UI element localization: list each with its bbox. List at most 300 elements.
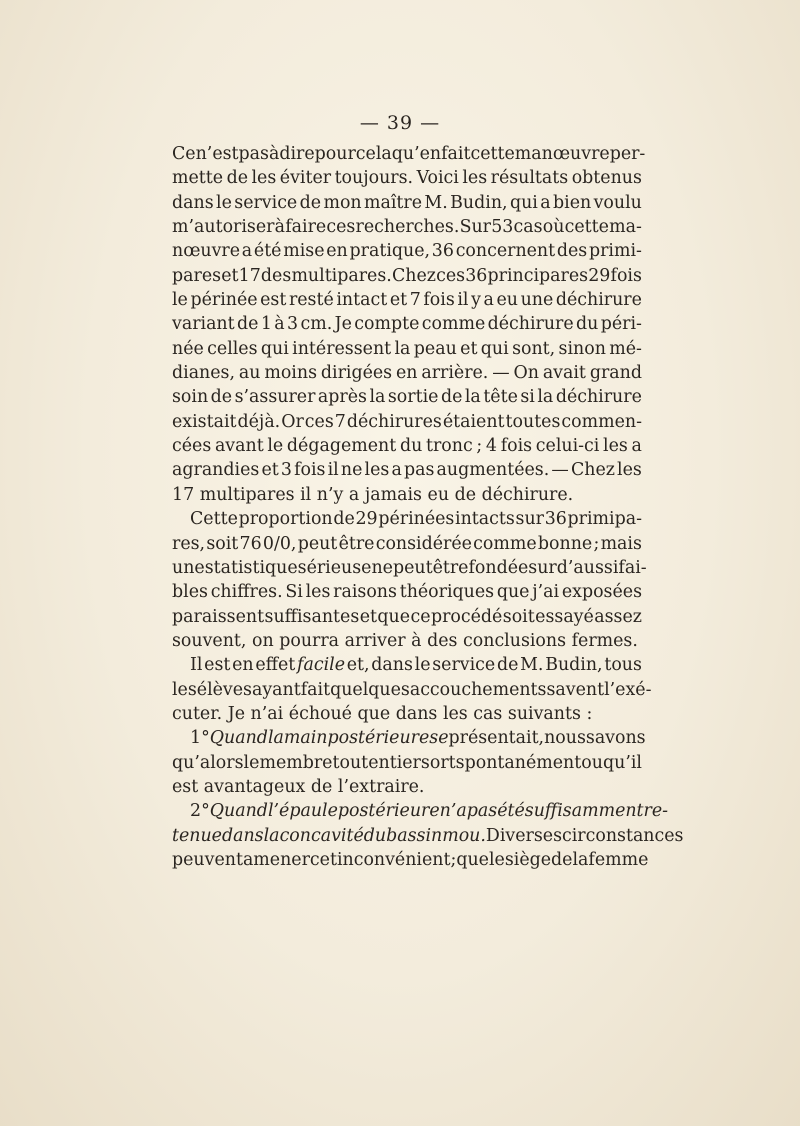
word: : [586, 703, 593, 724]
word: fermes. [571, 630, 638, 651]
word: qu’il [603, 752, 642, 773]
word: compte [354, 314, 420, 335]
text-line [172, 239, 642, 263]
word: Chez [391, 265, 436, 286]
word: main [283, 728, 328, 749]
word: que [456, 849, 489, 870]
word: le [488, 849, 505, 870]
word: 7 [409, 290, 421, 311]
text-line [172, 824, 684, 848]
word: augmentées. [436, 460, 550, 481]
word: 3 [287, 314, 299, 335]
word: de [454, 484, 477, 505]
word: être [338, 533, 375, 554]
word: ma- [609, 217, 642, 238]
word: déchirure. [481, 484, 574, 505]
word: avantageux [203, 776, 306, 797]
word: peuvent [172, 849, 243, 870]
word: arriver [344, 630, 406, 651]
word: pratique, [349, 241, 431, 262]
word: Budin, [545, 655, 603, 676]
word: le [216, 192, 232, 213]
word: périnée [190, 290, 258, 311]
word: cas [473, 703, 503, 724]
word: à [274, 217, 286, 238]
word: ; [476, 436, 483, 457]
word: Or [281, 411, 304, 432]
word: bien [553, 192, 592, 213]
text-line [172, 751, 642, 775]
word: le [172, 290, 188, 311]
body-text [172, 142, 684, 872]
word: arrière. [421, 363, 489, 384]
word: 36 [544, 509, 567, 530]
word: principares [487, 265, 589, 286]
word: en [395, 363, 418, 384]
word: tous [604, 655, 642, 676]
word: On [513, 363, 539, 384]
text-line [172, 385, 642, 409]
word: entier [368, 752, 421, 773]
word: tête [483, 387, 518, 408]
word: celui-ci [535, 436, 600, 457]
word: membre [259, 752, 333, 773]
word: faire [285, 217, 327, 238]
word: de [310, 776, 333, 797]
word: 53 [491, 217, 514, 238]
text-line [172, 312, 642, 336]
word: de [226, 168, 248, 189]
word: facile [297, 655, 345, 676]
word: pourra [279, 630, 340, 651]
text-line [172, 726, 646, 750]
word: péri- [600, 314, 642, 335]
word: la [394, 338, 411, 359]
text-line [172, 605, 642, 629]
word: du [399, 436, 423, 457]
word: peut [297, 533, 338, 554]
word: et [460, 338, 478, 359]
word: fait [300, 679, 331, 700]
word: existait [172, 411, 237, 432]
word: dirigées [320, 363, 393, 384]
word: dire [279, 144, 315, 164]
word: et, [346, 655, 370, 676]
word: Il [190, 655, 203, 676]
word: service [234, 192, 298, 213]
word: dianes, [172, 363, 236, 384]
word: paraissent [172, 606, 265, 627]
word: déchirures [346, 411, 442, 432]
word: il [457, 290, 469, 311]
word: et [359, 606, 377, 627]
word: mou. [442, 825, 486, 846]
word: cette [470, 144, 515, 164]
word: ces [304, 411, 334, 432]
word: avait [542, 363, 586, 384]
word: de [237, 314, 259, 335]
word: et [389, 290, 408, 311]
word: déchirure [555, 387, 642, 408]
word: a [631, 436, 642, 457]
word: les [442, 703, 468, 724]
word: de [210, 387, 233, 408]
word: l’épaule [267, 801, 338, 822]
word: cet [309, 849, 337, 870]
word: fai- [618, 557, 647, 578]
word: bles [172, 582, 208, 603]
word: 76 [239, 533, 262, 554]
word: Chez [570, 460, 615, 481]
word: si [520, 387, 535, 408]
word: ; [593, 533, 600, 554]
word: concavité [279, 825, 364, 846]
word: se [429, 728, 449, 749]
word: ce [410, 606, 431, 627]
word: considérée [375, 533, 472, 554]
word: mette [172, 168, 224, 189]
word: 2° [190, 801, 210, 822]
word: sont, [512, 338, 556, 359]
word: des [556, 241, 588, 262]
word: déchirure [555, 290, 642, 311]
word: per- [609, 144, 646, 164]
word: 1 [260, 314, 272, 335]
word: cm. [300, 314, 333, 335]
word: 1° [190, 728, 210, 749]
word: statistique [204, 557, 298, 578]
word: 29 [588, 265, 611, 286]
word: j’ai [532, 582, 560, 603]
word: voulu [593, 192, 642, 213]
word: cela [355, 144, 392, 164]
word: cées [172, 436, 212, 457]
text-line [172, 483, 642, 507]
text-line [172, 507, 642, 531]
word: a [483, 290, 494, 311]
word: que [496, 582, 530, 603]
word: accouchements [409, 679, 547, 700]
word: que [357, 703, 391, 724]
word: s’assurer [234, 387, 316, 408]
word: tenue [172, 825, 222, 846]
word: cuter. [172, 703, 223, 724]
word: cette [564, 217, 609, 238]
word: théoriques [399, 582, 495, 603]
word: res, [172, 533, 206, 554]
word: intact [336, 290, 388, 311]
word: essayé [535, 606, 594, 627]
word: le [414, 655, 431, 676]
word: toujours. [334, 168, 414, 189]
word: bassin [386, 825, 443, 846]
word: bonne [537, 533, 593, 554]
word: Diverses [485, 825, 562, 846]
word: déchirure [487, 314, 574, 335]
word: a [241, 241, 253, 262]
text-line [172, 166, 642, 190]
word: la [537, 387, 554, 408]
text-line [172, 337, 642, 361]
word: pas [403, 460, 435, 481]
word: intéressent [292, 338, 392, 359]
word: 29 [355, 509, 378, 530]
word: effet [255, 655, 296, 676]
word: des [260, 265, 292, 286]
word: éviter [279, 168, 332, 189]
word: à [268, 144, 280, 164]
word: Sur [459, 217, 491, 238]
word: dans [172, 192, 214, 213]
word: tronc [425, 436, 473, 457]
word: est [172, 776, 199, 797]
word: soit [206, 533, 239, 554]
word: M. [424, 192, 448, 213]
word: maître [364, 192, 423, 213]
word: suivants [507, 703, 581, 724]
text-line [172, 629, 642, 653]
word: conclusions [463, 630, 567, 651]
word: Je [227, 703, 245, 724]
word: l’exé- [604, 679, 652, 700]
word: élèves [196, 679, 252, 700]
word: qu’alors [172, 752, 244, 773]
text-line [172, 434, 642, 458]
word: ne [371, 557, 393, 578]
word: eu [427, 484, 450, 505]
word: du [363, 825, 387, 846]
word: qui [260, 338, 289, 359]
word: — [492, 363, 510, 384]
word: nous [544, 728, 586, 749]
word: mise [283, 241, 325, 262]
word: qui [480, 338, 509, 359]
word: sur [528, 557, 557, 578]
word: procédé [430, 606, 503, 627]
word: les [617, 460, 642, 481]
word: on [252, 630, 274, 651]
word: n’est [195, 144, 239, 164]
word: mon [323, 192, 362, 213]
word: moins [264, 363, 317, 384]
text-line [172, 799, 669, 823]
text-line [172, 848, 649, 872]
word: intacts [455, 509, 515, 530]
text-line [172, 653, 642, 677]
word: M. [520, 655, 544, 676]
word: avant [214, 436, 264, 457]
word: n’ai [250, 703, 284, 724]
word: grand [589, 363, 642, 384]
word: exposées [561, 582, 642, 603]
word: pas [466, 801, 498, 822]
word: les [251, 168, 277, 189]
word: fait [441, 144, 471, 164]
word: les [172, 679, 197, 700]
word: fois [423, 290, 455, 311]
word: d’aussi [556, 557, 619, 578]
word: comme [421, 314, 486, 335]
text-line [172, 288, 642, 312]
word: le [243, 752, 260, 773]
word: dans [371, 655, 413, 676]
word: 17 [172, 484, 195, 505]
word: femme [588, 849, 649, 870]
word: au [238, 363, 261, 384]
word: postérieure [327, 728, 430, 749]
word: être [432, 557, 469, 578]
word: fois [610, 265, 642, 286]
word: tout [332, 752, 369, 773]
text-line [172, 678, 652, 702]
word: est [260, 290, 287, 311]
word: mé- [609, 338, 642, 359]
text-line [172, 215, 642, 239]
word: soin [172, 387, 209, 408]
word: ces [436, 265, 466, 286]
word: la [263, 825, 280, 846]
word: née [172, 338, 204, 359]
word: une [172, 557, 205, 578]
word: présentait, [448, 728, 545, 749]
word: circonstances [562, 825, 684, 846]
word: 4 [485, 436, 497, 457]
word: raisons [333, 582, 397, 603]
word: Quand [209, 801, 268, 822]
text-line [172, 410, 642, 434]
word: échoué [288, 703, 352, 724]
word: pour [314, 144, 356, 164]
word: une [520, 290, 554, 311]
word: sort [420, 752, 456, 773]
word: ayant [251, 679, 301, 700]
word: été [253, 241, 282, 262]
word: celles [207, 338, 258, 359]
word: quelques [330, 679, 410, 700]
word: à [274, 314, 285, 335]
text-line [172, 361, 642, 385]
word: pares [172, 265, 222, 286]
word: primipa- [567, 509, 642, 530]
word: de [333, 509, 355, 530]
word: sortie [387, 387, 439, 408]
word: n’y [316, 484, 344, 505]
word: m’autoriser [172, 217, 275, 238]
word: la [464, 387, 481, 408]
word: il [327, 460, 339, 481]
word: les [305, 582, 331, 603]
word: n’a [439, 801, 467, 822]
word: des [427, 630, 458, 651]
word: dans [221, 825, 264, 846]
word: a [348, 484, 360, 505]
word: Ce [172, 144, 196, 164]
word: est [204, 655, 231, 676]
word: qui [509, 192, 538, 213]
text-line [172, 580, 642, 604]
word: chiffres. [210, 582, 283, 603]
text-line [172, 142, 646, 166]
word: jamais [364, 484, 422, 505]
word: toutes [505, 411, 561, 432]
word: proportion [238, 509, 333, 530]
word: concernent [455, 241, 556, 262]
word: resté [288, 290, 334, 311]
word: y [471, 290, 481, 311]
word: savent [546, 679, 605, 700]
word: Voici [416, 168, 459, 189]
word: variant [172, 314, 235, 335]
word: les [603, 436, 628, 457]
word: peut [392, 557, 433, 578]
word: mais [600, 533, 642, 554]
word: Je [334, 314, 352, 335]
word: ne [340, 460, 363, 481]
word: l’extraire. [337, 776, 425, 797]
text-line [172, 775, 642, 799]
word: re- [643, 801, 669, 822]
word: a [540, 192, 551, 213]
word: comme [473, 533, 537, 554]
word: ; [450, 849, 457, 870]
word: eu [496, 290, 518, 311]
word: 3 [280, 460, 292, 481]
word: 17 [238, 265, 261, 286]
page-number: — 39 — [359, 112, 441, 134]
text-line [172, 556, 647, 580]
word: étaient [442, 411, 505, 432]
word: de [496, 655, 519, 676]
word: inconvénient [336, 849, 451, 870]
text-line [172, 264, 642, 288]
word: qu’en [391, 144, 442, 164]
word: à [411, 630, 422, 651]
word: fois [500, 436, 533, 457]
word: déjà. [237, 411, 281, 432]
word: manœuvre [514, 144, 610, 164]
word: été [497, 801, 525, 822]
word: suffisamment [524, 801, 644, 822]
word: ou [581, 752, 603, 773]
word: nœuvre [172, 241, 241, 262]
word: dans [395, 703, 438, 724]
word: 36 [465, 265, 488, 286]
word: en [326, 241, 348, 262]
word: primi- [588, 241, 642, 262]
word: sérieuse [297, 557, 372, 578]
word: fondée [468, 557, 529, 578]
word: et [221, 265, 239, 286]
word: ces [326, 217, 356, 238]
word: multipares [199, 484, 295, 505]
word: 0/0, [262, 533, 297, 554]
word: la [572, 849, 589, 870]
word: assez [594, 606, 642, 627]
word: siège [504, 849, 552, 870]
word: souvent, [172, 630, 247, 651]
text-line [172, 702, 642, 726]
word: service [432, 655, 496, 676]
word: — [551, 460, 569, 481]
word: en [232, 655, 254, 676]
word: les [364, 460, 390, 481]
word: soit [502, 606, 535, 627]
word: Si [285, 582, 303, 603]
text-line [172, 191, 642, 215]
word: de [440, 387, 463, 408]
word: pas [238, 144, 269, 164]
word: 36 [431, 241, 454, 262]
